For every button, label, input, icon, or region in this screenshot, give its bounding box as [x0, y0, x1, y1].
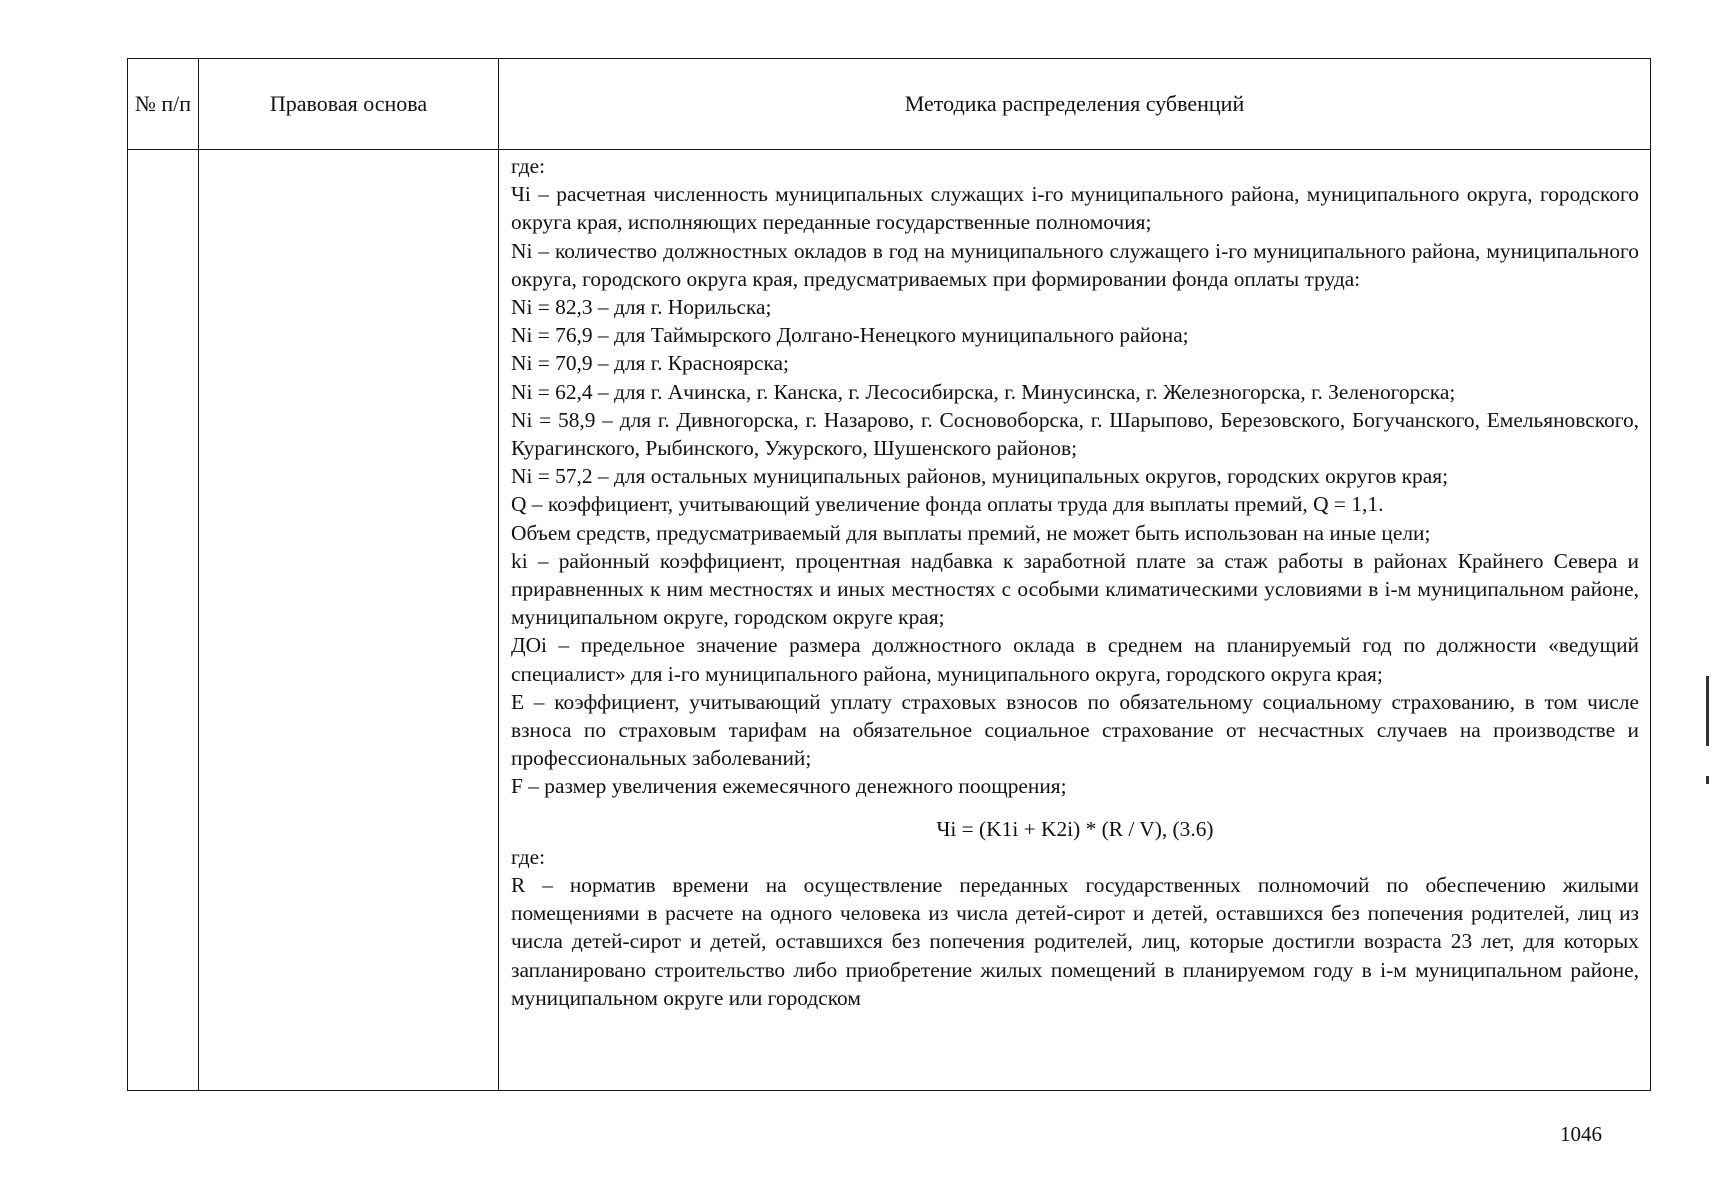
- paragraph: Q – коэффициент, учитывающий увеличение фонда оплаты труда для выплаты премий, Q = 1,1.: [511, 492, 1384, 517]
- paragraph: ki – районный коэффициент, процентная надбавка к заработной плате за стаж работы в районах Крайнего Севера и приравненных к ним местностях и иных местностях с особыми климатическими условиями в i-м муниципальном районе, муниципальном округе, городском округе края;: [511, 548, 1639, 630]
- methodology-table: [127, 58, 1651, 1091]
- table-row: [128, 150, 1651, 1091]
- paragraph: Объем средств, предусматриваемый для выплаты премий, не может быть использован на иные цели;: [511, 520, 1431, 545]
- cell-methodology: [499, 150, 1651, 1091]
- paragraph: E – коэффициент, учитывающий уплату страховых взносов по обязательному социальному страхованию, в том числе взноса по страховым тарифам на обязательное социальное страхование от несчастных случаев на производстве и профессиональных заболеваний;: [511, 689, 1639, 771]
- paragraph: Ni = 70,9 – для г. Красноярска;: [511, 351, 789, 376]
- formula: Чi = (K1i + K2i) * (R / V), (3.6): [936, 816, 1214, 841]
- paragraph: Ni = 82,3 – для г. Норильска;: [511, 295, 772, 320]
- paragraph: где:: [511, 154, 546, 178]
- header-legal-basis: Правовая основа: [199, 59, 499, 150]
- paragraph: ДОi – предельное значение размера должностного оклада в среднем на планируемый год по должности «ведущий специалист» для i-го муниципального района, муниципального округа, городского округа края;: [511, 633, 1639, 686]
- paragraph: Ni – количество должностных окладов в год на муниципального служащего i-го муниципального района, муниципального округа, городского округа края, предусматриваемых при формировании фонда оплаты труда:: [511, 238, 1639, 291]
- paragraph: Ni = 76,9 – для Таймырского Долгано-Ненецкого муниципального района;: [511, 323, 1189, 348]
- cell-number: [128, 150, 199, 1091]
- paragraph: Ni = 58,9 – для г. Дивногорска, г. Назарово, г. Сосновоборска, г. Шарыпово, Березовского, Богучанского, Емельяновского, Курагинского, Рыбинского, Ужурского, Шушенского районов;: [511, 407, 1639, 461]
- scan-edge-mark: [1706, 676, 1709, 746]
- paragraph: R – норматив времени на осуществление переданных государственных полномочий по обеспечению жилыми помещениями в расчете на одного человека из числа детей-сирот и детей, оставшихся без попечения родителей, лиц из числа детей-сирот и детей, оставшихся без попечения родителей, лиц, которые достигли возраста 23 лет, для которых запланировано строительство либо приобретение жилых помещений в планируемом году в i-м муниципальном районе, муниципальном округе или городском: [511, 873, 1639, 1010]
- paragraph: Ni = 57,2 – для остальных муниципальных районов, муниципальных округов, городских округов края;: [511, 464, 1449, 489]
- cell-legal-basis: [199, 150, 499, 1091]
- page-number: 1046: [1560, 1122, 1602, 1146]
- paragraph: Чi – расчетная численность муниципальных служащих i-го муниципального района, муниципального округа, городского округа края, исполняющих переданные государственные полномочия;: [511, 182, 1639, 235]
- table-header-row: [128, 59, 1651, 150]
- paragraph: F – размер увеличения ежемесячного денежного поощрения;: [511, 774, 1067, 799]
- scan-edge-dot: [1706, 776, 1709, 784]
- paragraph: Ni = 62,4 – для г. Ачинска, г. Канска, г. Лесосибирска, г. Минусинска, г. Железногорска, г. Зеленогорска;: [511, 379, 1456, 404]
- paragraph: где:: [511, 844, 546, 869]
- header-number: № п/п: [128, 59, 199, 150]
- header-methodology: Методика распределения субвенций: [499, 59, 1651, 150]
